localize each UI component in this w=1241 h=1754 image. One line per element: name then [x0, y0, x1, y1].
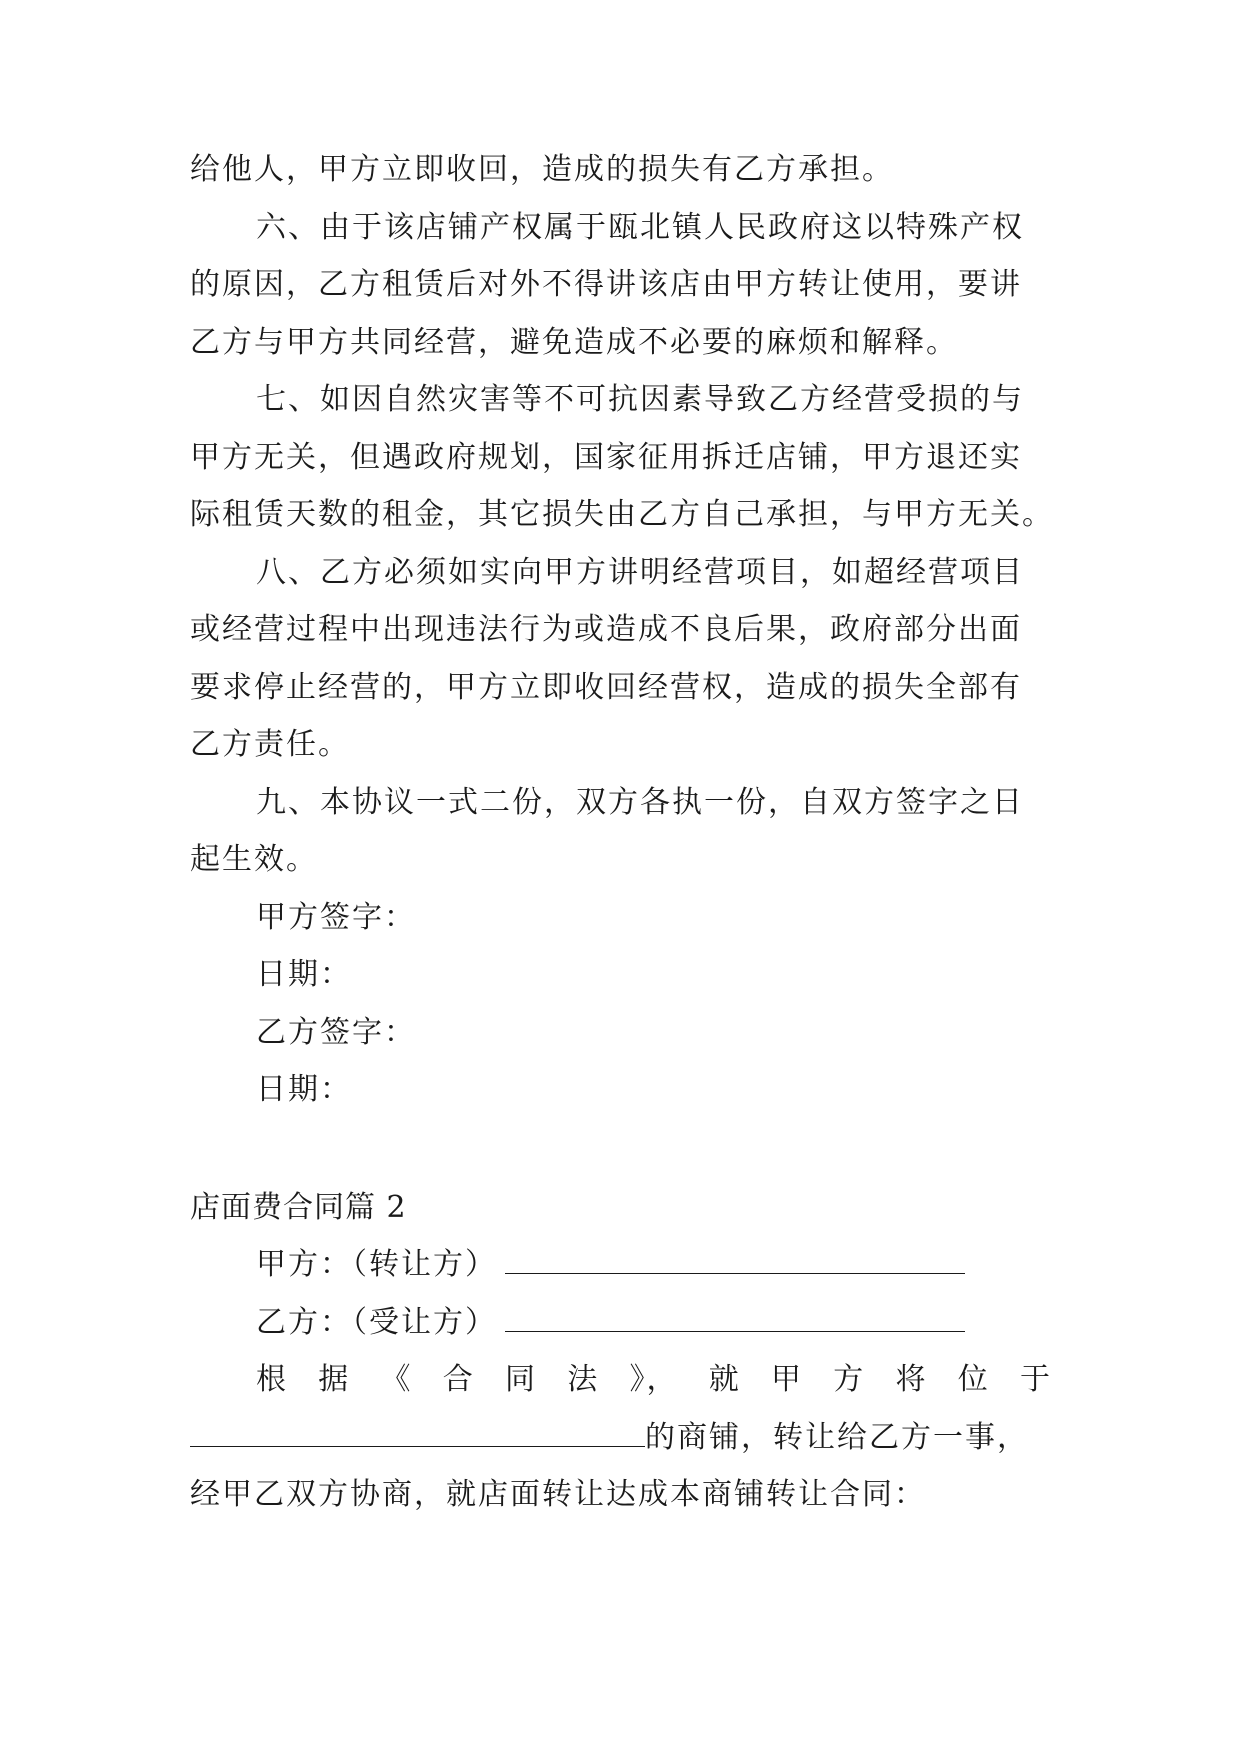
clause-8-line-2: 或经营过程中出现违法行为或造成不良后果，政府部分出面: [190, 612, 1022, 647]
intro-word: 据: [318, 1362, 351, 1397]
intro-line-1: [256, 1360, 1052, 1400]
intro-word: 于: [1020, 1362, 1052, 1397]
party-a-signature-label: 甲方签字：: [256, 900, 416, 935]
location-blank: [190, 1420, 645, 1447]
clause-9-line-1: 九、本协议一式二份，双方各执一份，自双方签字之日: [256, 785, 1024, 820]
intro-word: 同: [505, 1362, 537, 1397]
clause-7-line-1: 七、如因自然灾害等不可抗因素导致乙方经营受损的与: [256, 382, 1024, 417]
intro-word: 》，: [629, 1362, 679, 1397]
transferee-blank: [505, 1305, 965, 1332]
clause-9-line-2: 起生效。: [190, 842, 318, 877]
clause-8-line-4: 乙方责任。: [190, 727, 350, 762]
transferee-line: [256, 1303, 1052, 1343]
clause-7-line-3: 际租赁天数的租金，其它损失由乙方自己承担，与甲方无关。: [190, 497, 1054, 532]
party-a-date-label: 日期：: [256, 957, 352, 992]
clause-8-line-3: 要求停止经营的，甲方立即收回经营权，造成的损失全部有: [190, 670, 1022, 705]
intro-word: 方: [833, 1362, 866, 1397]
transferee-label: 乙方：（受让方）: [256, 1305, 497, 1340]
clause-6-line-3: 乙方与甲方共同经营，避免造成不必要的麻烦和解释。: [190, 325, 958, 360]
intro-word: 法: [567, 1362, 600, 1397]
transferor-blank: [505, 1247, 965, 1274]
intro-word: 根: [256, 1362, 288, 1397]
party-b-signature-label: 乙方签字：: [256, 1015, 416, 1050]
paragraph-5-tail: 给他人，甲方立即收回，造成的损失有乙方承担。: [190, 152, 894, 187]
intro-word: 甲: [771, 1362, 803, 1397]
section-2-title: 店面费合同篇 2: [190, 1190, 407, 1225]
intro-word: 就: [708, 1362, 741, 1397]
clause-8-line-1: 八、乙方必须如实向甲方讲明经营项目，如超经营项目: [256, 555, 1024, 590]
intro-word: 将: [895, 1362, 928, 1397]
party-b-date-label: 日期：: [256, 1072, 352, 1107]
intro-line-2: [190, 1418, 1052, 1458]
intro-line-2-text: 的商铺，转让给乙方一事，: [645, 1420, 1029, 1455]
intro-line-3: 经甲乙双方协商，就店面转让达成本商铺转让合同：: [190, 1477, 926, 1512]
intro-word: 合: [442, 1362, 475, 1397]
transferor-line: [256, 1245, 1052, 1285]
intro-word: 位: [957, 1362, 990, 1397]
clause-6-line-1: 六、由于该店铺产权属于瓯北镇人民政府这以特殊产权: [256, 210, 1024, 245]
clause-6-line-2: 的原因，乙方租赁后对外不得讲该店由甲方转让使用，要讲: [190, 267, 1022, 302]
clause-7-line-2: 甲方无关，但遇政府规划，国家征用拆迁店铺，甲方退还实: [190, 440, 1022, 475]
intro-word: 《: [380, 1362, 413, 1397]
transferor-label: 甲方：（转让方）: [256, 1247, 497, 1282]
